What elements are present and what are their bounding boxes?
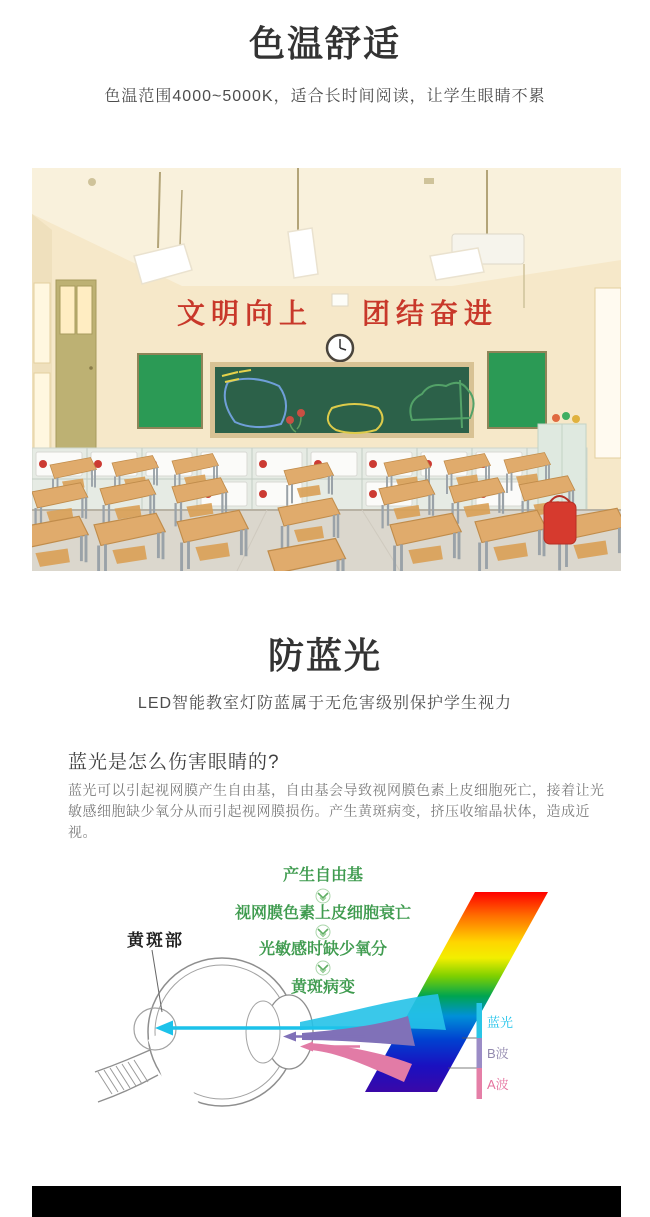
blue-light-diagram xyxy=(0,845,650,1125)
classroom-door xyxy=(56,280,96,452)
chevron-down-icons xyxy=(316,889,330,975)
chevron-down-icon xyxy=(316,961,330,975)
flow-step-4: 黄斑病变 xyxy=(290,979,356,996)
flow-step-2: 视网膜色素上皮细胞衰亡 xyxy=(234,905,412,922)
right-window xyxy=(595,288,621,458)
a-wave-segment xyxy=(477,1068,483,1099)
body-paragraph: 蓝光可以引起视网膜产生自由基，自由基会导致视网膜色素上皮细胞死亡，接着让光敏感细胞缺少氧分从而引起视网膜损伤。产生黄斑病变，挤压收缩晶状体，造成近视。 xyxy=(68,782,605,840)
ceiling-fixture-2 xyxy=(424,178,434,184)
section-subtitle-color-temp: 色温范围4000~5000K，适合长时间阅读，让学生眼睛不累 xyxy=(104,88,546,105)
classroom-photo xyxy=(32,168,621,571)
chalkboard xyxy=(210,362,474,438)
blue-light-label: 蓝光 xyxy=(487,1015,514,1030)
optic-nerve xyxy=(95,1050,158,1102)
macula-label: 黄斑部 xyxy=(127,931,184,950)
flow-step-1: 产生自由基 xyxy=(282,867,364,884)
question-heading: 蓝光是怎么伤害眼睛的? xyxy=(68,752,280,773)
clock-icon xyxy=(327,335,353,361)
side-board-right xyxy=(488,352,546,428)
section-title-blue-light: 防蓝光 xyxy=(267,635,382,676)
flow-step-3: 光敏感时缺少氧分 xyxy=(258,941,388,958)
section-subtitle-blue-light: LED智能教室灯防蓝属于无危害级别保护学生视力 xyxy=(137,695,513,712)
chevron-down-icon xyxy=(316,889,330,903)
b-wave-label: B波 xyxy=(487,1046,509,1061)
speaker-box xyxy=(332,294,348,306)
side-board-left xyxy=(138,354,202,428)
classroom-illustration xyxy=(32,168,621,571)
footer-bar xyxy=(32,1186,621,1217)
diagram-svg xyxy=(0,845,650,1125)
banner-text-right: 团结奋进 xyxy=(361,298,499,329)
b-wave-segment xyxy=(477,1038,483,1068)
section-title-color-temp: 色温舒适 xyxy=(248,23,401,64)
left-window xyxy=(34,283,50,363)
red-bag xyxy=(544,496,576,544)
blue-segment xyxy=(477,1003,483,1038)
banner-text-left: 文明向上 xyxy=(176,298,314,329)
a-wave-label: A波 xyxy=(487,1077,509,1092)
ceiling-fixture xyxy=(88,178,96,186)
chevron-down-icon xyxy=(316,925,330,939)
left-window-2 xyxy=(34,373,50,458)
